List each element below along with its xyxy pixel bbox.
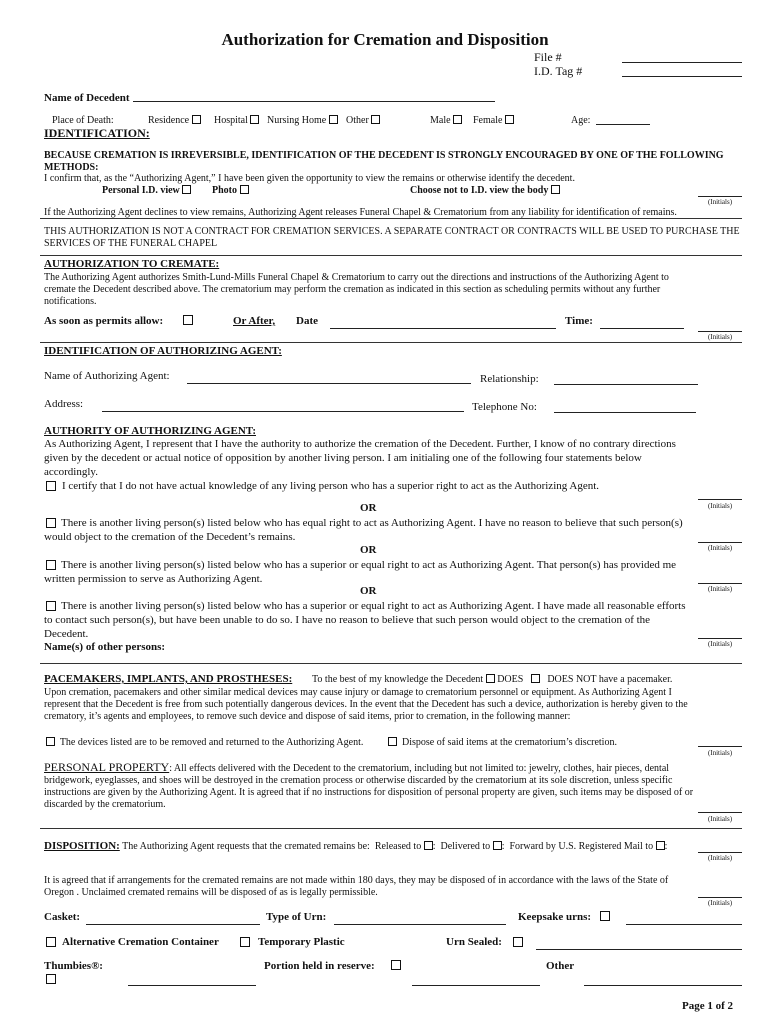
disposition-line: DISPOSITION: The Authorizing Agent requests that the cremated remains be: Released to : Delivered to : Forward by U.S. Registered Mail to : <box>44 840 668 852</box>
alt-container-label: Alternative Cremation Container <box>62 936 219 948</box>
time-field[interactable] <box>600 328 684 329</box>
place-hospital-label: Hospital <box>214 115 248 126</box>
disposition-agreement-initials-label: (Initials) <box>707 899 733 907</box>
authorization-initials-field[interactable] <box>698 331 742 332</box>
decedent-name-field[interactable] <box>133 101 495 102</box>
mail-label: Forward by U.S. Registered Mail to <box>509 841 654 852</box>
does-checkbox[interactable] <box>486 674 495 683</box>
id-tag-field[interactable] <box>622 76 742 77</box>
divider <box>40 342 742 343</box>
place-hospital <box>214 115 259 126</box>
urn-type-label: Type of Urn: <box>266 911 327 923</box>
authority-option-3-initials-label: (Initials) <box>707 585 733 593</box>
residence-checkbox[interactable] <box>192 115 201 124</box>
temp-plastic-checkbox[interactable] <box>240 937 250 947</box>
urn-sealed-label: Urn Sealed: <box>446 936 502 948</box>
authority-option-2-initials-field[interactable] <box>698 542 742 543</box>
released-label: Released to <box>374 841 422 852</box>
authority-option-4-initials-field[interactable] <box>698 638 742 639</box>
choose-not-option <box>410 185 560 196</box>
pacemakers-initials-field[interactable] <box>698 746 742 747</box>
place-other <box>346 115 380 126</box>
personal-property-section <box>44 761 696 811</box>
choose-not-checkbox[interactable] <box>551 185 560 194</box>
casket-field[interactable] <box>86 924 260 925</box>
place-nursing-home-label: Nursing Home <box>267 115 327 126</box>
time-label: Time: <box>565 315 593 327</box>
id-tag-label: I.D. Tag # <box>534 64 583 78</box>
casket-label: Casket: <box>44 911 81 923</box>
devices-return-checkbox[interactable] <box>46 737 55 746</box>
disposition-agreement-initials-field[interactable] <box>698 897 742 898</box>
choose-not-label: Choose not to I.D. view the body <box>410 185 549 196</box>
delivered-label: Delivered to <box>440 841 491 852</box>
authorization-heading: AUTHORIZATION TO CREMATE: <box>44 258 220 270</box>
released-checkbox[interactable] <box>424 841 433 850</box>
alt-container-checkbox[interactable] <box>46 937 56 947</box>
photo-option <box>212 185 249 196</box>
relationship-label: Relationship: <box>480 373 539 385</box>
pacemakers-initials-label: (Initials) <box>707 749 733 757</box>
or-after-label: Or After, <box>233 315 276 327</box>
divider <box>40 255 742 256</box>
devices-dispose-label: Dispose of said items at the crematorium’s discretion. <box>402 737 617 748</box>
age-field[interactable] <box>596 124 650 125</box>
place-residence <box>148 115 201 126</box>
personal-property-initials-label: (Initials) <box>707 815 733 823</box>
does-label: DOES <box>497 674 524 685</box>
disposition-agreement: It is agreed that if arrangements for the cremated remains are not made within 180 days, they may be disposed of in accordance with the laws of the State of Oregon . Unclaimed cremated remains will be disposed of as is legally permissible. <box>44 875 669 898</box>
temp-plastic-label: Temporary Plastic <box>258 936 345 948</box>
pacemakers-text: Upon cremation, pacemakers and other similar medical devices may cause injury or damage to crematorium personnel or equipment. As Authorizing Agent I represent that the Decedent is free from such potentially dangerous devices. In the event that the Decedent has such a device, authorization is hereby given to the crematory, it’s agents and employees, to remove such device and dispose of said items, prior to cremation, in the following manner: <box>44 687 688 722</box>
contract-notice: THIS AUTHORIZATION IS NOT A CONTRACT FOR CREMATION SERVICES. A SEPARATE CONTRACT OR CONTRACTS WILL BE USED TO PURCHASE THE SERVICES OF THE FUNERAL CHAPEL <box>44 226 740 249</box>
hospital-checkbox[interactable] <box>250 115 259 124</box>
agent-authority-intro: As Authorizing Agent, I represent that I have the authority to authorize the cremation of the Decedent. Further, I know of no contrary directions given by the decedent or actual notice of opposition by another living person. I am initialing one of the following four statements below accordingly. <box>44 438 676 478</box>
authority-option-3-text: There is another living person(s) listed below who has a superior or equal right to act as Authorizing Agent. That person(s) has provided me written permission to serve as Authorizing Agent. <box>44 559 677 585</box>
date-label: Date <box>296 315 318 327</box>
sex-female <box>473 115 514 126</box>
age-label: Age: <box>571 115 591 126</box>
authority-option-4-initials-label: (Initials) <box>707 640 733 648</box>
identification-warning: BECAUSE CREMATION IS IRREVERSIBLE, IDENTIFICATION OF THE DECEDENT IS STRONGLY ENCOURAGED BY ONE OF THE FOLLOWING METHODS: <box>44 150 724 173</box>
male-checkbox[interactable] <box>453 115 462 124</box>
authorization-text: The Authorizing Agent authorizes Smith-Lund-Mills Funeral Chapel & Crematorium to carry out the directions and instructions of the Authorizing Agent to cremate the Decedent described above. The crematorium may perform the cremation as indicated in this section as scheduling permits without any further notifications. <box>44 272 669 307</box>
disposition-initials-label: (Initials) <box>707 854 733 862</box>
place-other-label: Other <box>346 115 369 126</box>
divider <box>40 218 742 219</box>
address-field[interactable] <box>102 411 464 412</box>
file-number-field[interactable] <box>622 62 742 63</box>
urn-type-field[interactable] <box>334 924 506 925</box>
agent-authority-heading: AUTHORITY OF AUTHORIZING AGENT: <box>44 425 256 437</box>
pacemaker-lead <box>312 674 672 685</box>
keepsake-urns-checkbox[interactable] <box>600 911 610 921</box>
agent-name-field[interactable] <box>187 383 471 384</box>
does-not-label: DOES NOT have a pacemaker. <box>547 674 673 685</box>
pacemakers-heading: PACEMAKERS, IMPLANTS, AND PROSTHESES: <box>44 673 293 685</box>
nursing-home-checkbox[interactable] <box>329 115 338 124</box>
devices-dispose-option <box>388 737 617 748</box>
personal-property-text: : All effects delivered with the Decedent to the crematorium, including but not limited to: jewelry, clothes, hair pieces, dental bridgework, eyeglasses, and shoes will be destroyed in the cremation process or otherwise discarded by the crematorium at its sole discretion, unless specific instructions are given by the Authorizing Agent. It is agreed that if no instructions for disposition of personal property are given, such items may be disposed of or discarded by the crematorium. <box>44 763 694 810</box>
page-number: Page 1 of 2 <box>682 1000 734 1012</box>
portion-reserve-label: Portion held in reserve: <box>264 960 375 972</box>
divider <box>40 663 742 664</box>
portion-reserve-checkbox[interactable] <box>391 960 401 970</box>
urn-sealed-field[interactable] <box>536 949 742 950</box>
personal-id-option <box>102 185 191 196</box>
female-checkbox[interactable] <box>505 115 514 124</box>
personal-property-heading: PERSONAL PROPERTY <box>44 760 170 774</box>
devices-return-label: The devices listed are to be removed and returned to the Authorizing Agent. <box>59 737 364 748</box>
decedent-name-label: Name of Decedent <box>44 92 130 104</box>
does-not-checkbox[interactable] <box>531 674 540 683</box>
disposition-text: The Authorizing Agent requests that the cremated remains be: <box>122 841 370 852</box>
female-label: Female <box>473 115 503 126</box>
date-field[interactable] <box>330 328 556 329</box>
or-separator: OR <box>360 502 377 514</box>
personal-property-initials-field[interactable] <box>698 812 742 813</box>
file-number-label: File # <box>534 50 562 64</box>
other-label: Other <box>546 960 575 972</box>
divider <box>40 828 742 829</box>
authorization-initials-label: (Initials) <box>707 333 733 341</box>
or-separator: OR <box>360 585 377 597</box>
place-nursing-home <box>267 115 338 126</box>
asap-checkbox[interactable] <box>183 315 193 325</box>
portion-reserve-field[interactable] <box>412 985 540 986</box>
place-of-death-label: Place of Death: <box>52 115 114 126</box>
authority-option-1-initials-field[interactable] <box>698 499 742 500</box>
authority-option-2-text: There is another living person(s) listed below who has equal right to act as Authorizing Agent. I have no reason to believe that such person(s) would object to the cremation of the Decedent’s remains. <box>44 517 683 543</box>
keepsake-urns-label: Keepsake urns: <box>518 911 592 923</box>
devices-dispose-checkbox[interactable] <box>388 737 397 746</box>
asap-label: As soon as permits allow: <box>44 315 164 327</box>
pacemaker-lead-text: To the best of my knowledge the Decedent <box>312 674 484 685</box>
authority-option-1-initials-label: (Initials) <box>707 502 733 510</box>
telephone-label: Telephone No: <box>472 401 537 413</box>
devices-return-option <box>46 737 363 748</box>
male-label: Male <box>430 115 451 126</box>
personal-id-checkbox[interactable] <box>182 185 191 194</box>
personal-id-label: Personal I.D. view <box>102 185 180 196</box>
thumbies-checkbox[interactable] <box>46 974 56 984</box>
agent-id-heading: IDENTIFICATION OF AUTHORIZING AGENT: <box>44 345 282 357</box>
identification-confirm: I confirm that, as the “Authorizing Agent,” I have been given the opportunity to view the remains or otherwise identify the decedent. <box>44 173 575 184</box>
urn-sealed-checkbox[interactable] <box>513 937 523 947</box>
authority-option-4-text: There is another living person(s) listed below who has a superior or equal right to act as Authorizing Agent. I have made all reasonable efforts to contact such person(s), but have been unable to do so. I have no reason to believe that such person would object to the cremation of the Decedent. <box>44 600 686 640</box>
delivered-checkbox[interactable] <box>493 841 502 850</box>
address-label: Address: <box>44 398 84 410</box>
disposition-heading: DISPOSITION: <box>44 840 120 852</box>
other-persons-label: Name(s) of other persons: <box>44 641 166 653</box>
keepsake-urns-field[interactable] <box>626 924 742 925</box>
photo-label: Photo <box>212 185 237 196</box>
or-separator: OR <box>360 544 377 556</box>
telephone-field[interactable] <box>554 412 696 413</box>
mail-checkbox[interactable] <box>656 841 665 850</box>
authority-option-2-initials-label: (Initials) <box>707 544 733 552</box>
authority-option-1-checkbox[interactable] <box>46 481 56 491</box>
identification-heading: IDENTIFICATION: <box>44 126 150 140</box>
identification-initials-label: (Initials) <box>707 198 733 206</box>
other-place-checkbox[interactable] <box>371 115 380 124</box>
thumbies-label: Thumbies®: <box>44 960 103 972</box>
agent-name-label: Name of Authorizing Agent: <box>44 370 170 382</box>
other-field[interactable] <box>584 985 742 986</box>
page-title: Authorization for Cremation and Disposition <box>221 30 549 49</box>
photo-checkbox[interactable] <box>240 185 249 194</box>
authority-option-1-text: I certify that I do not have actual knowledge of any living person who has a superior right to act as the Authorizing Agent. <box>62 480 600 492</box>
place-residence-label: Residence <box>148 115 190 126</box>
sex-male <box>430 115 462 126</box>
identification-release: If the Authorizing Agent declines to view remains, Authorizing Agent releases Funeral Chapel & Crematorium from any liability for identification of remains. <box>44 207 677 218</box>
identification-initials-field[interactable] <box>698 196 742 197</box>
disposition-initials-field[interactable] <box>698 852 742 853</box>
thumbies-field[interactable] <box>128 985 256 986</box>
authority-option-3-initials-field[interactable] <box>698 583 742 584</box>
relationship-field[interactable] <box>554 384 698 385</box>
